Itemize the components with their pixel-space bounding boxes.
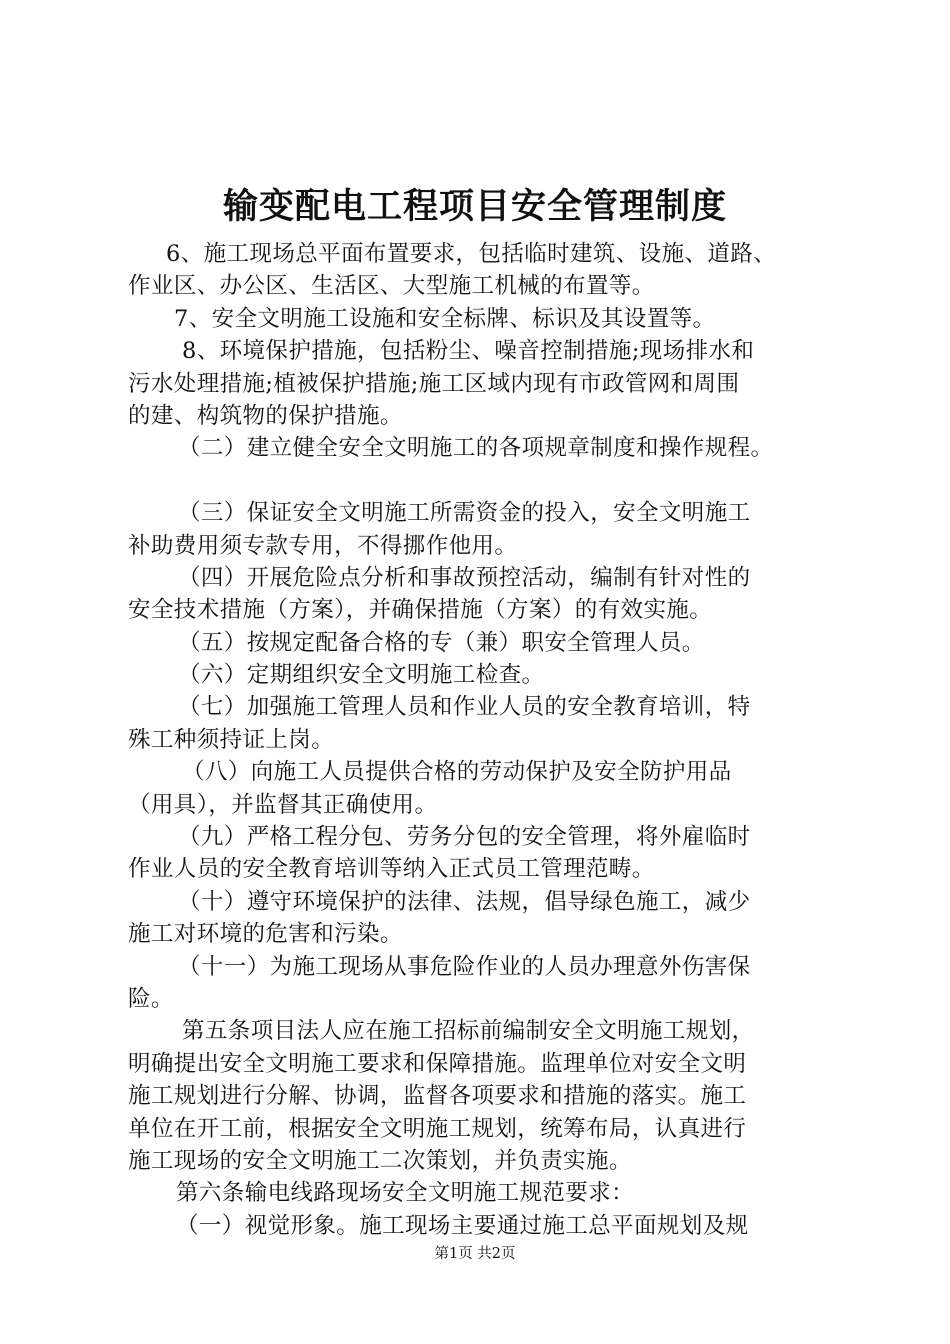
- paragraph-line: （九）严格工程分包、劳务分包的安全管理，将外雇临时: [178, 824, 751, 851]
- paragraph-line: 施工规划进行分解、协调，监督各项要求和措施的落实。施工: [128, 1083, 747, 1110]
- paragraph-line: （五）按规定配备合格的专（兼）职安全管理人员。: [178, 629, 705, 656]
- paragraph-line: 第六条输电线路现场安全文明施工规范要求：: [176, 1180, 635, 1207]
- paragraph-line: 的建、构筑物的保护措施。: [128, 402, 403, 429]
- paragraph-line: （一）视觉形象。施工现场主要通过施工总平面规划及规: [176, 1212, 749, 1239]
- paragraph-line: （四）开展危险点分析和事故预控活动，编制有针对性的: [178, 564, 751, 591]
- paragraph-line: 险。: [128, 985, 174, 1012]
- paragraph-line: 第五条项目法人应在施工招标前编制安全文明施工规划，: [182, 1018, 755, 1045]
- paragraph-line: 补助费用须专款专用，不得挪作他用。: [128, 532, 518, 559]
- paragraph-line: （用具），并监督其正确使用。: [128, 791, 438, 818]
- paragraph-line: （八）向施工人员提供合格的劳动保护及安全防护用品: [182, 759, 732, 786]
- paragraph-line: 殊工种须持证上岗。: [128, 726, 335, 753]
- paragraph-line: （十一）为施工现场从事危险作业的人员办理意外伤害保: [178, 953, 751, 980]
- paragraph-line: （十）遵守环境保护的法律、法规，倡导绿色施工，减少: [178, 888, 751, 915]
- paragraph-line: 明确提出安全文明施工要求和保障措施。监理单位对安全文明: [128, 1050, 747, 1077]
- paragraph-line: 施工对环境的危害和污染。: [128, 921, 403, 948]
- paragraph-line: 作业区、办公区、生活区、大型施工机械的布置等。: [128, 273, 655, 300]
- page-footer: 第1页 共2页: [434, 1246, 516, 1262]
- paragraph-line: 污水处理措施;植被保护措施;施工区域内现有市政管网和周围: [128, 370, 740, 397]
- paragraph-line: 7、安全文明施工设施和安全标牌、标识及其设置等。: [174, 305, 716, 332]
- paragraph-line: 施工现场的安全文明施工二次策划，并负责实施。: [128, 1147, 632, 1174]
- paragraph-line: （二）建立健全安全文明施工的各项规章制度和操作规程。: [178, 435, 774, 462]
- paragraph-line: 单位在开工前，根据安全文明施工规划，统筹布局，认真进行: [128, 1115, 747, 1142]
- document-title: 输变配电工程项目安全管理制度: [222, 186, 727, 227]
- paragraph-line: 8、环境保护措施，包括粉尘、噪音控制措施;现场排水和: [182, 338, 755, 365]
- paragraph-line: 6、施工现场总平面布置要求，包括临时建筑、设施、道路、: [166, 241, 777, 267]
- paragraph-line: （七）加强施工管理人员和作业人员的安全教育培训，特: [178, 694, 751, 721]
- paragraph-line: 安全技术措施（方案），并确保措施（方案）的有效实施。: [128, 597, 713, 624]
- paragraph-line: （三）保证安全文明施工所需资金的投入，安全文明施工: [178, 500, 751, 527]
- document-body: [128, 238, 848, 1242]
- blank-line: [128, 465, 848, 497]
- paragraph-line: （六）定期组织安全文明施工检查。: [178, 662, 545, 689]
- paragraph-line: 作业人员的安全教育培训等纳入正式员工管理范畴。: [128, 856, 655, 883]
